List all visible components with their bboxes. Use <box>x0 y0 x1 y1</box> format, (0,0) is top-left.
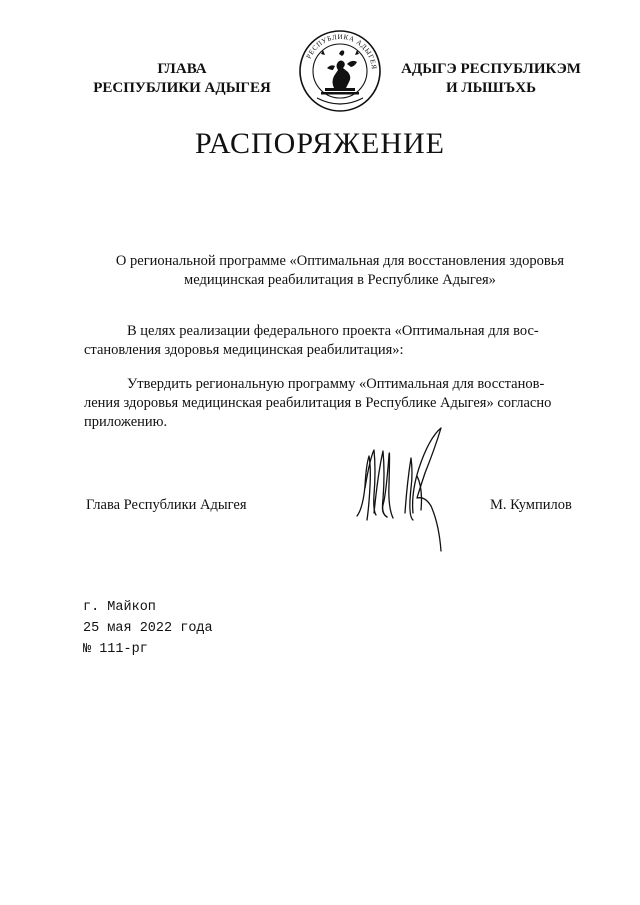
republic-of-adygea-coat-of-arms-icon <box>297 28 383 114</box>
paragraph-1-line-2: становления здоровья медицинская реабилитация»: <box>84 342 404 358</box>
subject-line-1: О региональной программе «Оптимальная для восстановления здоровья <box>115 253 565 269</box>
subject-line-2: медицинская реабилитация в Республике Адыгея» <box>184 272 496 288</box>
paragraph-purpose <box>84 322 577 360</box>
paragraph-2-line-2: ления здоровья медицинская реабилитация в Республике Адыгея» согласно <box>84 395 552 411</box>
header-right <box>386 60 596 98</box>
footer-city: г. Майкоп <box>83 600 156 615</box>
footer-date: 25 мая 2022 года <box>83 621 213 636</box>
signatory-position: Глава Республики Адыгея <box>86 497 247 513</box>
header-left-line-1: ГЛАВА <box>157 61 207 77</box>
handwritten-signature-icon <box>345 418 475 568</box>
paragraph-2-line-1: Утвердить региональную программу «Оптимальная для восстанов- <box>127 376 545 392</box>
emblem-ring-text: РЕСПУБЛИКА АДЫГЕЯ <box>304 32 379 71</box>
document-type-title: РАСПОРЯЖЕНИЕ <box>194 127 446 160</box>
document-footer <box>83 597 213 660</box>
paragraph-2-line-3: приложению. <box>84 414 168 430</box>
header-left-line-2: РЕСПУБЛИКИ АДЫГЕЯ <box>93 80 271 96</box>
paragraph-1-line-1: В целях реализации федерального проекта «Оптимальная для вос- <box>127 323 539 339</box>
footer-number: № 111-рг <box>83 642 148 657</box>
signatory-name: М. Кумпилов <box>490 497 572 513</box>
document-subject <box>90 252 590 290</box>
header-right-line-1: АДЫГЭ РЕСПУБЛИКЭМ <box>401 61 581 77</box>
header-right-line-2: И ЛЫШЪХЬ <box>445 80 537 96</box>
paragraph-resolution <box>84 375 577 432</box>
header-left <box>82 60 282 98</box>
